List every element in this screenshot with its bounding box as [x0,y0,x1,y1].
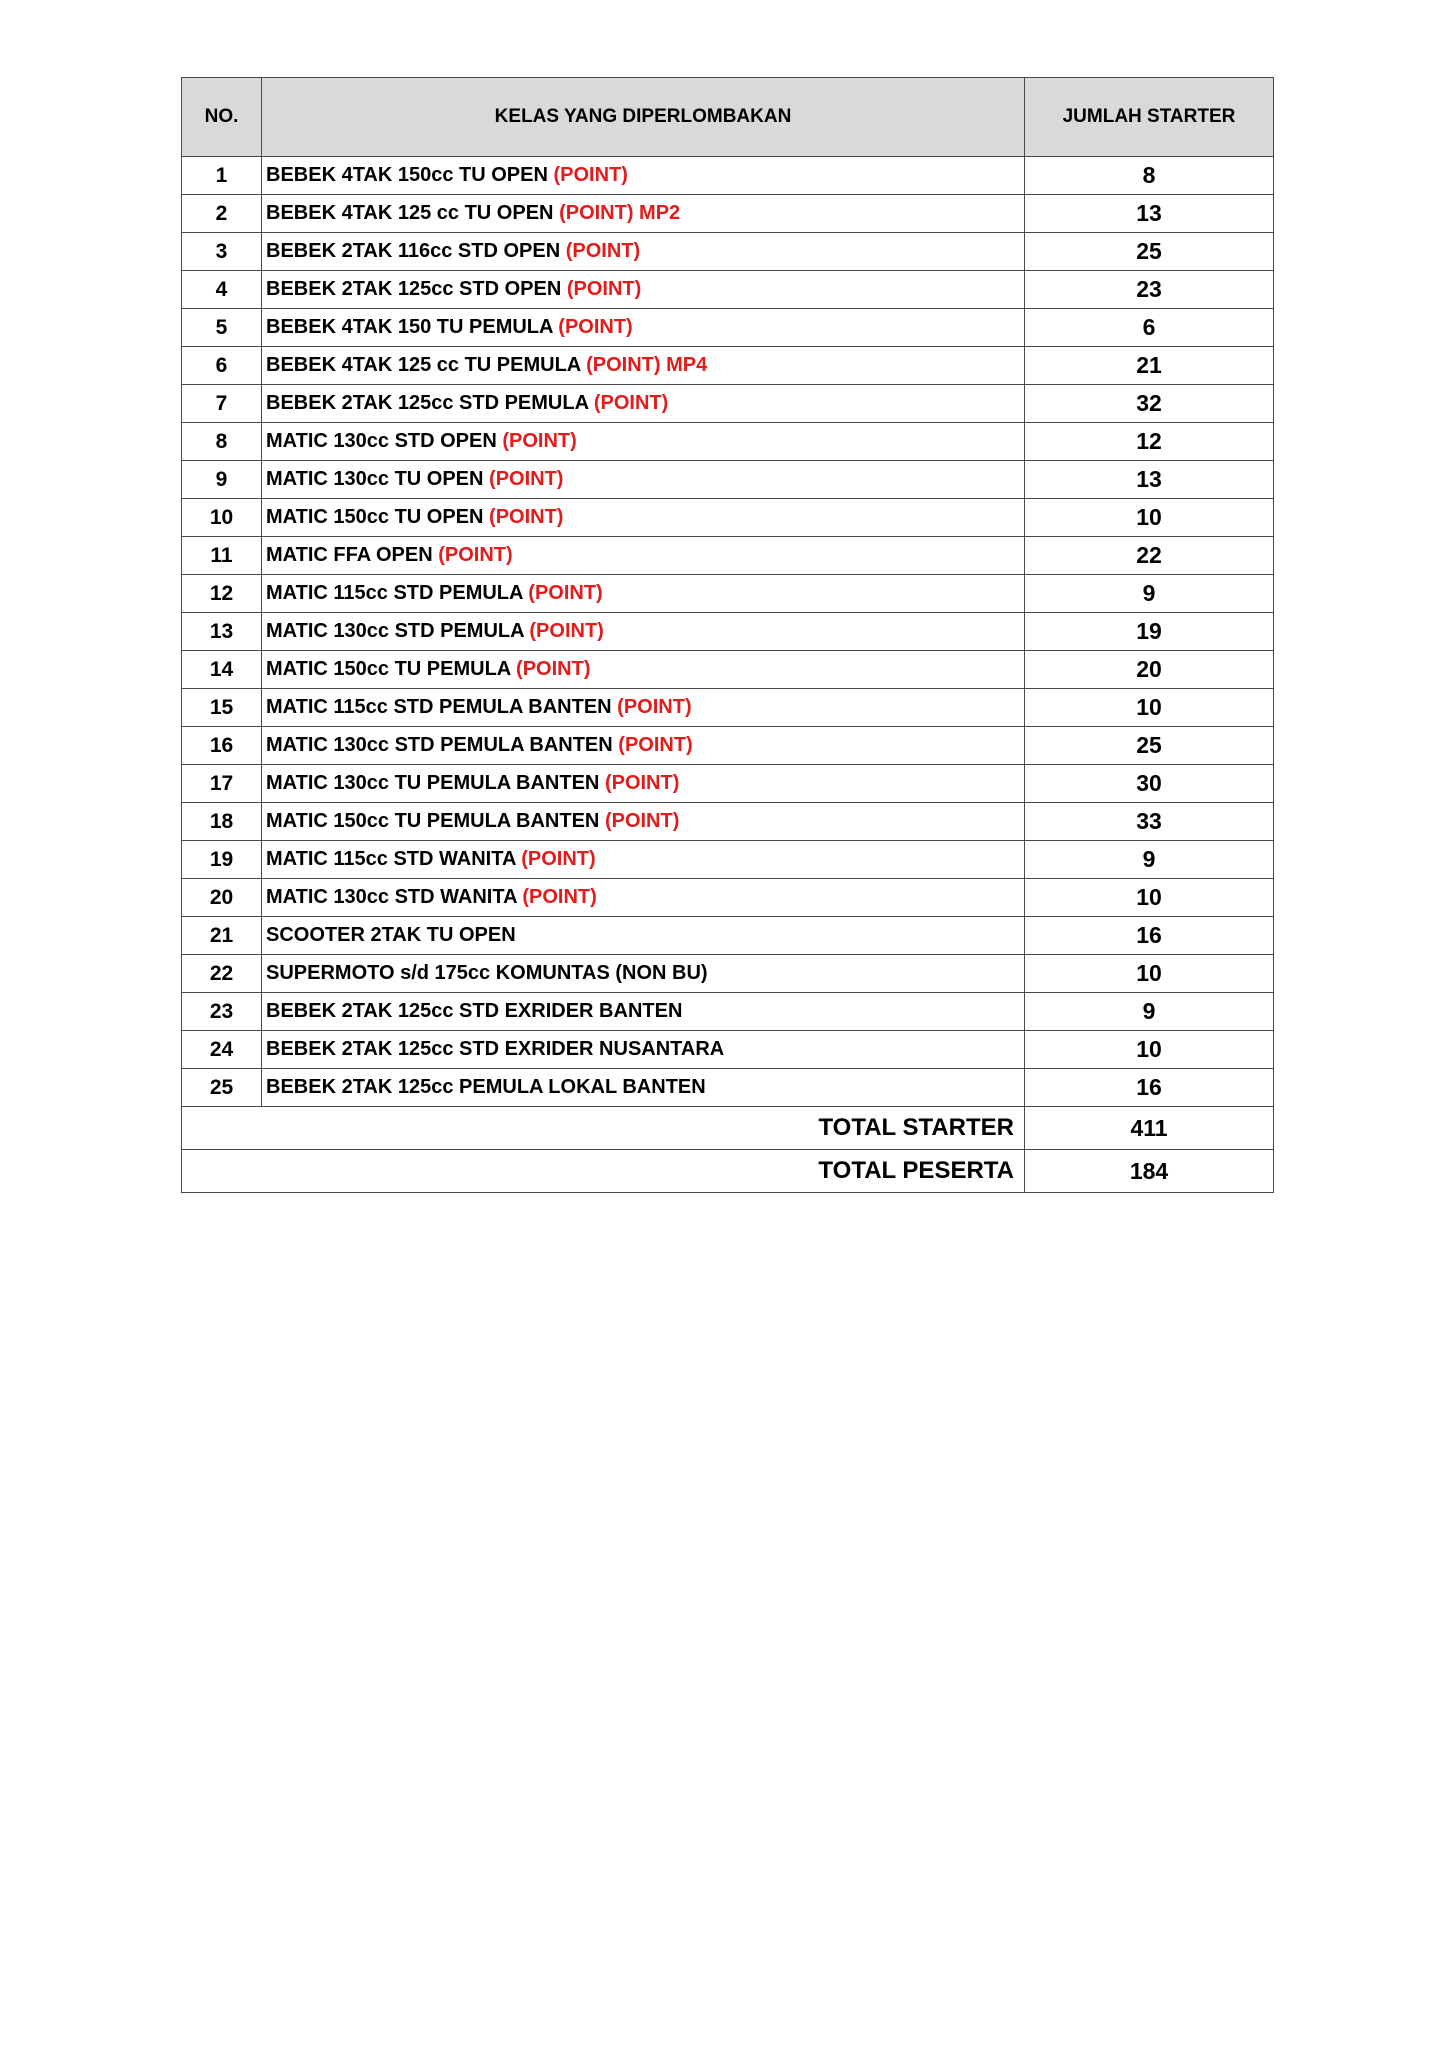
class-name: MATIC 130cc STD WANITA [266,886,517,908]
point-tag: (POINT) [566,278,642,300]
starter-count: 9 [1025,575,1274,613]
class-name: MATIC 150cc TU PEMULA BANTEN [266,810,600,832]
point-tag: (POINT) [618,734,693,756]
class-name: MATIC 130cc STD PEMULA BANTEN [266,734,613,756]
class-cell [262,575,1025,613]
header-no: NO. [182,78,262,157]
class-cell [262,765,1025,803]
starter-count: 33 [1025,803,1274,841]
class-cell [262,803,1025,841]
class-name: BEBEK 4TAK 150 TU PEMULA [266,316,553,338]
class-name: BEBEK 4TAK 125 cc TU PEMULA [266,354,581,376]
total-starter-value: 411 [1025,1107,1274,1150]
class-cell [262,461,1025,499]
starter-count: 10 [1025,955,1274,993]
row-number: 7 [182,385,262,423]
starter-count: 10 [1025,879,1274,917]
row-number: 17 [182,765,262,803]
starter-count: 8 [1025,157,1274,195]
starter-count: 20 [1025,651,1274,689]
table-row [182,575,1274,613]
table-row [182,309,1274,347]
class-name: BEBEK 2TAK 125cc STD OPEN [266,278,562,300]
point-tag: (POINT) [565,240,641,262]
starter-count: 9 [1025,841,1274,879]
class-cell [262,233,1025,271]
class-name: BEBEK 4TAK 150cc TU OPEN [266,164,548,186]
point-tag: (POINT) [604,772,680,794]
table-row [182,879,1274,917]
table-row [182,993,1274,1031]
row-number: 11 [182,537,262,575]
row-number: 25 [182,1069,262,1107]
table-totals [182,1107,1274,1193]
starter-count: 6 [1025,309,1274,347]
starter-count: 16 [1025,917,1274,955]
point-tag: (POINT) [438,544,513,566]
class-name: MATIC 115cc STD PEMULA BANTEN [266,696,612,718]
table-row [182,537,1274,575]
class-name: SUPERMOTO s/d 175cc KOMUNTAS (NON BU) [266,962,708,984]
starter-count: 30 [1025,765,1274,803]
header-jumlah-starter: JUMLAH STARTER [1025,78,1274,157]
starter-count: 19 [1025,613,1274,651]
row-number: 2 [182,195,262,233]
class-cell [262,879,1025,917]
class-cell [262,727,1025,765]
table-row [182,613,1274,651]
starter-count: 23 [1025,271,1274,309]
class-cell [262,271,1025,309]
table-row [182,651,1274,689]
point-tag: (POINT) [529,620,604,642]
table-row [182,233,1274,271]
class-name: BEBEK 2TAK 125cc STD PEMULA [266,392,589,414]
row-number: 23 [182,993,262,1031]
table-row [182,385,1274,423]
table-row [182,499,1274,537]
class-name: MATIC FFA OPEN [266,544,433,566]
total-peserta-label: TOTAL PESERTA [182,1150,1025,1193]
class-name: MATIC 150cc TU OPEN [266,506,484,528]
class-cell [262,613,1025,651]
point-tag: (POINT) [516,658,591,680]
starter-count: 25 [1025,233,1274,271]
table-row [182,689,1274,727]
class-cell [262,385,1025,423]
class-name: BEBEK 2TAK 125cc STD EXRIDER BANTEN [266,1000,683,1022]
starter-count: 32 [1025,385,1274,423]
class-cell [262,157,1025,195]
row-number: 16 [182,727,262,765]
table-row [182,727,1274,765]
row-number: 20 [182,879,262,917]
row-number: 19 [182,841,262,879]
starter-count: 10 [1025,689,1274,727]
class-cell [262,955,1025,993]
class-name: MATIC 130cc TU PEMULA BANTEN [266,772,600,794]
total-peserta-row [182,1150,1274,1193]
table-row [182,803,1274,841]
starter-count: 22 [1025,537,1274,575]
class-name: MATIC 150cc TU PEMULA [266,658,511,680]
class-cell [262,499,1025,537]
class-name: BEBEK 2TAK 125cc PEMULA LOKAL BANTEN [266,1076,706,1098]
starter-count: 12 [1025,423,1274,461]
row-number: 8 [182,423,262,461]
class-name: MATIC 115cc STD PEMULA [266,582,523,604]
row-number: 9 [182,461,262,499]
class-cell [262,309,1025,347]
table-row [182,955,1274,993]
total-peserta-value: 184 [1025,1150,1274,1193]
point-tag: (POINT) MP2 [559,202,681,224]
point-tag: (POINT) [489,506,564,528]
class-cell [262,195,1025,233]
point-tag: (POINT) [489,468,564,490]
header-kelas: KELAS YANG DIPERLOMBAKAN [262,78,1025,157]
starter-count: 25 [1025,727,1274,765]
class-name: MATIC 115cc STD WANITA [266,848,516,870]
starter-count: 10 [1025,1031,1274,1069]
table-header [182,78,1274,157]
table-row [182,765,1274,803]
point-tag: (POINT) [593,392,669,414]
point-tag: (POINT) [604,810,680,832]
class-cell [262,537,1025,575]
starter-count: 13 [1025,461,1274,499]
table-row [182,271,1274,309]
total-starter-label: TOTAL STARTER [182,1107,1025,1150]
point-tag: (POINT) [521,848,596,870]
row-number: 22 [182,955,262,993]
class-name: BEBEK 4TAK 125 cc TU OPEN [266,202,554,224]
point-tag: (POINT) [522,886,597,908]
starter-count: 16 [1025,1069,1274,1107]
total-starter-row [182,1107,1274,1150]
class-name: BEBEK 2TAK 125cc STD EXRIDER NUSANTARA [266,1038,725,1060]
class-name: MATIC 130cc STD OPEN [266,430,497,452]
point-tag: (POINT) MP4 [586,354,708,376]
row-number: 24 [182,1031,262,1069]
class-cell [262,423,1025,461]
table-row [182,1069,1274,1107]
starter-count: 9 [1025,993,1274,1031]
class-cell [262,1031,1025,1069]
class-cell [262,651,1025,689]
row-number: 6 [182,347,262,385]
row-number: 12 [182,575,262,613]
race-class-table [181,77,1274,1193]
starter-count: 13 [1025,195,1274,233]
table-row [182,917,1274,955]
table-body [182,157,1274,1107]
class-name: BEBEK 2TAK 116cc STD OPEN [266,240,561,262]
row-number: 1 [182,157,262,195]
table-row [182,841,1274,879]
row-number: 15 [182,689,262,727]
row-number: 3 [182,233,262,271]
table-row [182,195,1274,233]
table-row [182,347,1274,385]
class-name: SCOOTER 2TAK TU OPEN [266,924,516,946]
class-name: MATIC 130cc TU OPEN [266,468,484,490]
class-cell [262,347,1025,385]
point-tag: (POINT) [617,696,692,718]
table-row [182,157,1274,195]
row-number: 13 [182,613,262,651]
class-cell [262,1069,1025,1107]
class-name: MATIC 130cc STD PEMULA [266,620,524,642]
starter-count: 10 [1025,499,1274,537]
class-cell [262,993,1025,1031]
row-number: 14 [182,651,262,689]
starter-count: 21 [1025,347,1274,385]
table-row [182,423,1274,461]
point-tag: (POINT) [502,430,577,452]
row-number: 10 [182,499,262,537]
table-row [182,461,1274,499]
row-number: 4 [182,271,262,309]
point-tag: (POINT) [558,316,633,338]
point-tag: (POINT) [553,164,628,186]
row-number: 5 [182,309,262,347]
class-cell [262,689,1025,727]
row-number: 21 [182,917,262,955]
point-tag: (POINT) [528,582,603,604]
class-cell [262,917,1025,955]
row-number: 18 [182,803,262,841]
table-row [182,1031,1274,1069]
class-cell [262,841,1025,879]
